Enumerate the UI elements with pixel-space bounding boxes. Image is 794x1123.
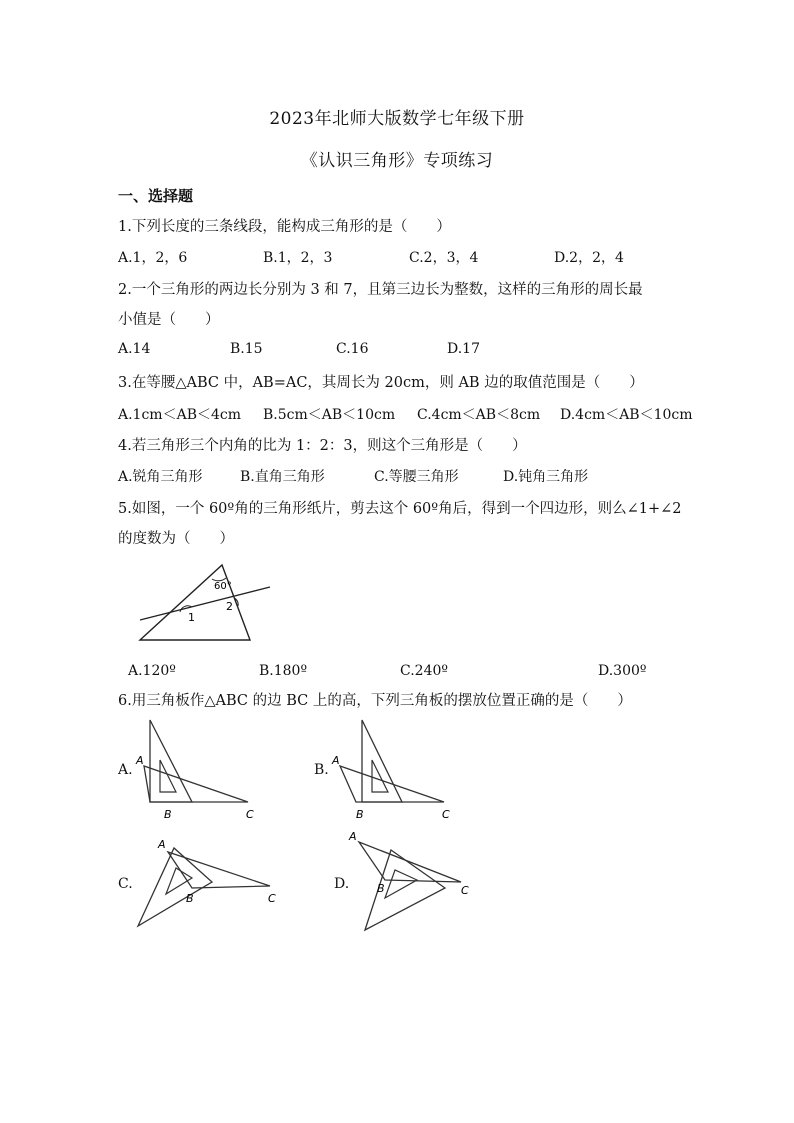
q6-option-a-figure[interactable] [130,716,270,824]
q5-option-d[interactable]: D.300º [598,663,647,679]
question-2-stem-line1: 2.一个三角形的两边长分别为 3 和 7，且第三边长为整数，这样的三角形的周长最 [118,282,643,298]
question-6-stem: 6.用三角板作△ABC 的边 BC 上的高，下列三角板的摆放位置正确的是（ ） [118,693,632,709]
q2-option-d[interactable]: D.17 [447,341,480,357]
angle-2-label: 2 [226,600,233,613]
section-heading: 一、选择题 [118,187,194,205]
vertex-a-label: A [349,830,357,843]
q4-option-b[interactable]: B.直角三角形 [240,469,325,485]
vertex-c-label: C [268,892,276,905]
q6-option-d-label[interactable]: D. [334,876,350,892]
triangle-abc [168,852,270,888]
page-title: 2023年北师大版数学七年级下册 [269,109,525,129]
q1-option-d[interactable]: D.2，2，4 [554,250,624,266]
q2-option-a[interactable]: A.14 [118,341,151,357]
q3-option-a[interactable]: A.1cm＜AB＜4cm [118,407,242,423]
set-square-inner [385,870,417,898]
q6-option-c-label[interactable]: C. [118,876,133,892]
triangle-abc [340,766,444,802]
question-5-stem-line1: 5.如图，一个 60º角的三角形纸片，剪去这个 60º角后，得到一个四边形，则么∠1+∠2 [118,501,682,517]
vertex-c-label: C [442,808,450,821]
q5-option-b[interactable]: B.180º [259,663,308,679]
set-square-outer [138,848,212,926]
angle-1-label: 1 [188,611,195,624]
q4-option-c[interactable]: C.等腰三角形 [374,469,459,485]
vertex-a-label: A [136,754,144,767]
set-square-inner [372,760,388,792]
angle-60-label: 60° [214,581,232,592]
vertex-c-label: C [246,808,254,821]
q6-option-c-figure[interactable] [130,830,280,934]
set-square-outer [150,720,192,802]
q3-option-c[interactable]: C.4cm＜AB＜8cm [417,407,541,423]
q1-option-a[interactable]: A.1，2，6 [118,250,188,266]
q2-option-c[interactable]: C.16 [336,341,369,357]
q6-option-b-figure[interactable] [326,716,466,824]
vertex-a-label: A [158,838,166,851]
set-square-inner [166,868,192,894]
q4-option-d[interactable]: D.钝角三角形 [503,469,589,485]
question-4-stem: 4.若三角形三个内角的比为 1：2：3，则这个三角形是（ ） [118,438,527,454]
vertex-b-label: B [186,892,194,905]
q3-option-b[interactable]: B.5cm＜AB＜10cm [263,407,396,423]
q6-option-d-figure[interactable] [345,826,475,934]
question-2-stem-line2: 小值是（ ） [118,312,220,328]
question-5-stem-line2: 的度数为（ ） [118,531,234,547]
cut-line [140,587,270,620]
q6-option-a-label[interactable]: A. [118,762,133,778]
question-3-stem: 3.在等腰△ABC 中，AB=AC，其周长为 20cm，则 AB 边的取值范围是（ ） [118,375,644,391]
question-1-stem: 1.下列长度的三条线段，能构成三角形的是（ ） [118,219,451,235]
vertex-b-label: B [356,808,364,821]
q3-option-d[interactable]: D.4cm＜AB＜10cm [560,407,693,423]
vertex-c-label: C [461,884,469,897]
q4-option-a[interactable]: A.锐角三角形 [118,469,203,485]
vertex-a-label: A [332,754,340,767]
paper-triangle [140,565,250,640]
set-square-outer [362,720,402,802]
q1-option-b[interactable]: B.1，2，3 [263,250,333,266]
vertex-b-label: B [377,882,385,895]
triangle-abc [359,842,461,882]
q2-option-b[interactable]: B.15 [230,341,263,357]
q5-triangle-figure [130,560,290,650]
page-subtitle: 《认识三角形》专项练习 [300,151,494,171]
q6-option-b-label[interactable]: B. [314,762,329,778]
q1-option-c[interactable]: C.2，3，4 [409,250,479,266]
vertex-b-label: B [164,808,172,821]
q5-option-a[interactable]: A.120º [128,663,176,679]
q5-option-c[interactable]: C.240º [400,663,448,679]
